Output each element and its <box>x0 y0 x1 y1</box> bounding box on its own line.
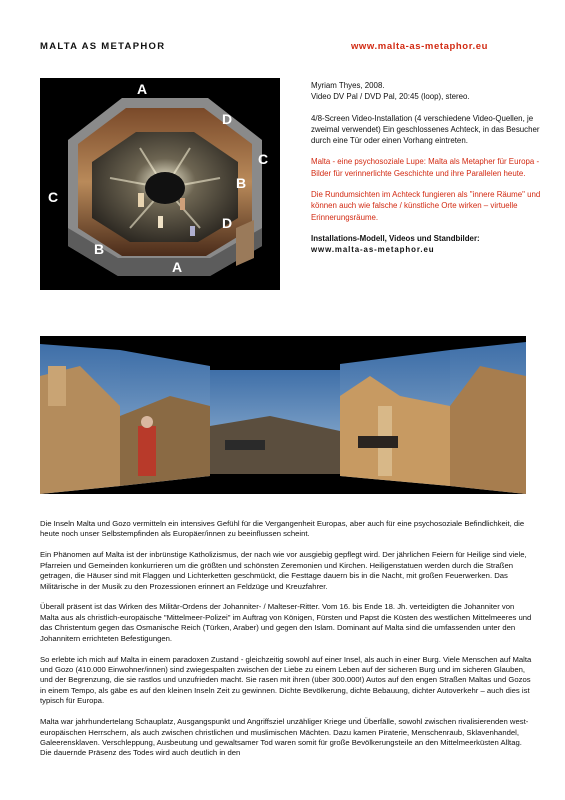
model-label: A <box>172 259 183 275</box>
credit-line: Myriam Thyes, 2008. <box>311 81 385 90</box>
panorama-still-image <box>40 336 526 494</box>
body-paragraph: Malta war jahrhundertelang Schauplatz, Ausgangspunkt und Angriffsziel unzähliger Kriege und Überfälle, sowohl zwischen rivalisierenden west-europäischen Herrschern, als auch zwischen christlichen und muslimischen Mächten. Dazu kamen Piraterie, Menschenraub, Sklavenhandel, Galeerensklaven. Verschleppung, Ausbeutung und gewaltsamer Tod waren somit für große Bevölkerungsteile an den Mittelmeerküsten Alltag. Die dauernde Präsenz des Todes wird auch deutlich in den <box>40 717 529 758</box>
installation-model-image <box>40 78 280 290</box>
model-label: C <box>258 151 269 167</box>
installation-description: 4/8-Screen Video-Installation (4 verschiedene Video-Quellen, je zweimal verwendet) Ein geschlossenes Achteck, in das Besucher durch eine Tür oder einen Vorhang eintreten. <box>311 113 540 146</box>
document-title: MALTA AS METAPHOR <box>40 41 166 52</box>
side-info <box>311 80 541 266</box>
model-label: B <box>94 241 105 257</box>
model-label: D <box>222 215 233 231</box>
concept-paragraph: Malta - eine psychosoziale Lupe: Malta als Metapher für Europa - Bilder für verinnerlichte Geschichte und ihre Parallelen heute. <box>311 157 540 178</box>
concept-paragraph: Die Rundumsichten im Achteck fungieren als "innere Räume" und können auch wie falsche / künstliche Orte wirken – virtuelle Erinnerungsräume. <box>311 190 541 222</box>
model-label: B <box>236 175 247 191</box>
format-line: Video DV Pal / DVD Pal, 20:45 (loop), stereo. <box>311 92 470 102</box>
body-paragraph: Ein Phänomen auf Malta ist der inbrünstige Katholizismus, der nach wie vor ausgiebig gepflegt wird. Der jährlichen Feiern für Heilige sind viele, Pfarreien und Gemeinden konkurrieren um die größten und schönsten Zeremonien und Kirchen. Heiligenstatuen werden durch die Straßen getragen, die Häuser sind mit Flaggen und Lichterketten geschmückt, die Festtage dauern bis in die Nacht, mit großen Feuerwerken. Das Militärische in der Musik zu den Prozessionen erinnert an Feldzüge und Kreuzfahrer. <box>40 550 527 591</box>
body-paragraph: Überall präsent ist das Wirken des Militär-Ordens der Johanniter- / Malteser-Ritter. Vom 16. bis Ende 18. Jh. verteidigten die Johanniter von Malta aus als christlich-europäische "Mittelmeer-Polizei" im Auftrag von Königen, Fürsten und Papst die Küsten des westlichen Mittelmeeres und das Christentum gegen das Osmanische Reich (Türken, Araber) und gegen den Islam. Dominant auf Malta sind die umfassenden unter den Johannitern errichteten Befestigungen. <box>40 602 532 643</box>
website-url[interactable]: www.malta-as-metaphor.eu <box>350 41 488 52</box>
caption-title: Installations-Modell, Videos und Standbilder: <box>311 233 480 243</box>
caption-url[interactable]: www.malta-as-metaphor.eu <box>311 245 435 255</box>
body-paragraph: Die Inseln Malta und Gozo vermitteln ein intensives Gefühl für die Vergangenheit Europas, aber auch für eine psychosoziale Befindlichkeit, die heute noch unser Selbstempfinden als Europäer/innen zu beeinflussen scheint. <box>40 519 525 539</box>
model-label: C <box>48 189 59 205</box>
model-label: D <box>222 111 233 127</box>
model-label: A <box>137 81 148 97</box>
body-paragraph: So erlebte ich mich auf Malta in einem paradoxen Zustand - gleichzeitig sowohl auf einer Insel, als auch in einer Burg. Viele Menschen auf Malta und Gozo (410.000 Einwohner/innen) sind zwiegespalten zwischen der Liebe zu einem Leben auf der sicheren Burg und im sicheren Glauben, und der Begrenzung, die sie rastlos und unzufrieden macht. Sie rasen mit ihren (über 300.000!) Autos auf den engen Straßen Maltas und Gozos in einem Tempo, als gäbe es auf den kleinen Inseln Zeit zu gewinnen. Dichte Bevölkerung, dichte Bebauung, dichter Autoverkehr – auch dies ist typisch für Europa. <box>40 654 532 706</box>
article-body <box>40 519 532 769</box>
